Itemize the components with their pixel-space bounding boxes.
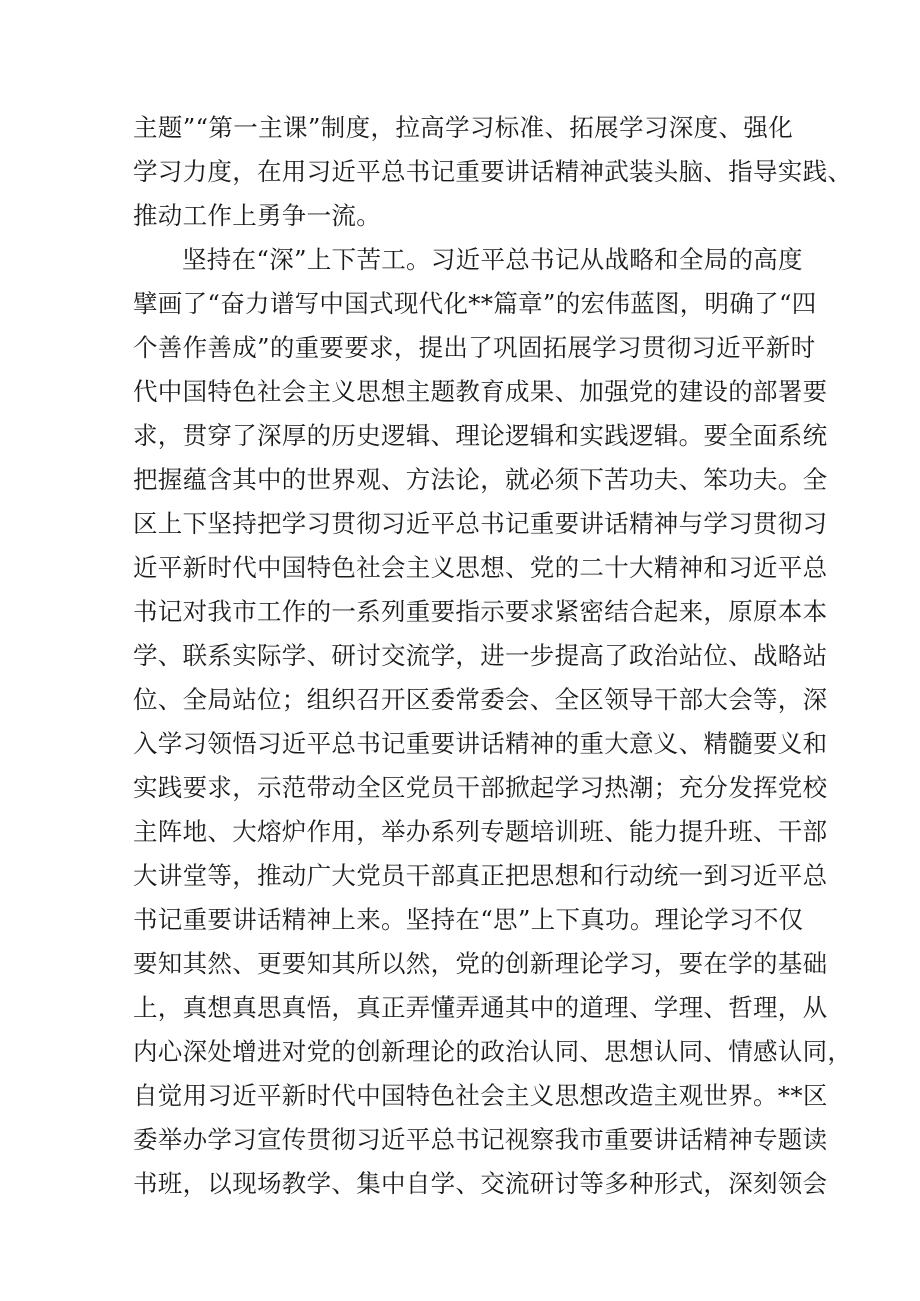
text-line-19: 书记重要讲话精神上来。坚持在“思”上下真功。理论学习不仅 [133,905,804,934]
text-line-9: 把握蕴含其中的世界观、方法论，就必须下苦功夫、笨功夫。全 [133,465,828,494]
text-line-3: 推动工作上勇争一流。 [133,201,381,230]
text-line-17: 主阵地、大熔炉作用，举办系列专题培训班、能力提升班、干部 [133,817,828,846]
text-line-11: 近平新时代中国特色社会主义思想、党的二十大精神和习近平总 [133,553,828,582]
text-line-21: 上，真想真思真悟，真正弄懂弄通其中的道理、学理、哲理，从 [133,993,828,1022]
text-line-1: 主题”“第一主课”制度，拉高学习标准、拓展学习深度、强化 [133,113,793,142]
text-line-18: 大讲堂等，推动广大党员干部真正把思想和行动统一到习近平总 [133,861,828,890]
text-line-14: 位、全局站位；组织召开区委常委会、全区领导干部大会等，深 [133,685,828,714]
text-line-12: 书记对我市工作的一系列重要指示要求紧密结合起来，原原本本 [133,597,828,626]
text-line-25: 书班，以现场教学、集中自学、交流研讨等多种形式，深刻领会 [133,1169,828,1198]
text-line-24: 委举办学习宣传贯彻习近平总书记视察我市重要讲话精神专题读 [133,1125,828,1154]
text-line-20: 要知其然、更要知其所以然，党的创新理论学习，要在学的基础 [133,949,828,978]
text-line-8: 求，贯穿了深厚的历史逻辑、理论逻辑和实践逻辑。要全面系统 [133,421,828,450]
text-line-10: 区上下坚持把学习贯彻习近平总书记重要讲话精神与学习贯彻习 [133,509,828,538]
text-line-15: 入学习领悟习近平总书记重要讲话精神的重大意义、精髓要义和 [133,729,828,758]
text-line-6: 个善作善成”的重要要求，提出了巩固拓展学习贯彻习近平新时 [133,333,816,362]
text-line-16: 实践要求，示范带动全区党员干部掀起学习热潮；充分发挥党校 [133,773,828,802]
text-line-23: 自觉用习近平新时代中国特色社会主义思想改造主观世界。**区 [133,1081,828,1110]
text-line-22: 内心深处增进对党的创新理论的政治认同、思想认同、情感认同， [133,1037,853,1066]
text-line-2: 学习力度，在用习近平总书记重要讲话精神武装头脑、指导实践、 [133,157,853,186]
text-line-13: 学、联系实际学、研讨交流学，进一步提高了政治站位、战略站 [133,641,828,670]
text-line-5: 擘画了“奋力谱写中国式现代化**篇章”的宏伟蓝图，明确了“四 [133,289,817,318]
text-line-4: 坚持在“深”上下苦工。习近平总书记从战略和全局的高度 [182,245,803,274]
text-line-7: 代中国特色社会主义思想主题教育成果、加强党的建设的部署要 [133,377,828,406]
